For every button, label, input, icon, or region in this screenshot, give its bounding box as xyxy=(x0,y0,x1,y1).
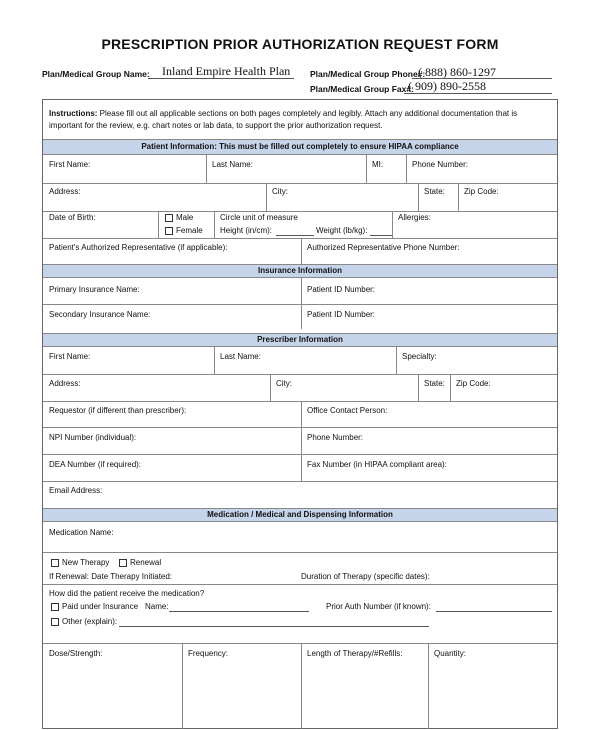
prior-auth-line xyxy=(436,611,552,612)
prescriber-state[interactable]: State: xyxy=(424,379,445,388)
patient-section-band: Patient Information: This must be filled out completely to ensure HIPAA compliance xyxy=(43,139,557,155)
phone-value[interactable]: ( 888) 860-1297 xyxy=(418,65,496,79)
height-line xyxy=(276,235,314,236)
prescriber-zip[interactable]: Zip Code: xyxy=(456,379,491,388)
weight-line xyxy=(370,235,392,236)
renewal-label: Renewal xyxy=(130,558,162,567)
prescriber-phone[interactable]: Phone Number: xyxy=(307,433,364,442)
patient-first-name[interactable]: First Name: xyxy=(49,160,91,169)
insurance-name-field[interactable]: Name: xyxy=(145,602,169,611)
primary-patient-id[interactable]: Patient ID Number: xyxy=(307,285,376,294)
medication-section-band: Medication / Medical and Dispensing Information xyxy=(43,508,557,522)
primary-insurance[interactable]: Primary Insurance Name: xyxy=(49,285,140,294)
fax-line xyxy=(404,93,552,94)
prescriber-specialty[interactable]: Specialty: xyxy=(402,352,437,361)
fax-label: Plan/Medical Group Fax#: xyxy=(310,84,414,94)
authorization-form xyxy=(42,99,558,729)
patient-last-name[interactable]: Last Name: xyxy=(212,160,253,169)
office-contact-field[interactable]: Office Contact Person: xyxy=(307,406,388,415)
patient-zip[interactable]: Zip Code: xyxy=(464,187,499,196)
allergies-field[interactable]: Allergies: xyxy=(398,213,431,222)
instructions xyxy=(49,108,549,132)
female-label: Female xyxy=(176,226,203,235)
group-name-value[interactable]: Inland Empire Health Plan xyxy=(162,64,291,78)
prescriber-last-name[interactable]: Last Name: xyxy=(220,352,261,361)
patient-mi[interactable]: MI: xyxy=(372,160,384,169)
prescriber-first-name[interactable]: First Name: xyxy=(49,352,91,361)
if-renewal-date[interactable]: If Renewal: Date Therapy Initiated: xyxy=(49,572,173,581)
prescriber-fax[interactable]: Fax Number (in HIPAA compliant area): xyxy=(307,460,447,469)
phone-label: Plan/Medical Group Phone#: xyxy=(310,69,426,79)
instructions-lead: Instructions: xyxy=(49,109,98,118)
height-field[interactable]: Height (in/cm): xyxy=(220,226,273,235)
therapy-duration[interactable]: Duration of Therapy (specific dates): xyxy=(301,572,430,581)
new-therapy-checkbox[interactable] xyxy=(51,559,59,567)
npi-field[interactable]: NPI Number (individual): xyxy=(49,433,137,442)
circle-unit-label: Circle unit of measure xyxy=(220,213,298,222)
medication-name[interactable]: Medication Name: xyxy=(49,528,114,537)
patient-phone[interactable]: Phone Number: xyxy=(412,160,469,169)
dose-strength[interactable]: Dose/Strength: xyxy=(49,649,103,658)
male-checkbox[interactable] xyxy=(165,214,173,222)
insurance-name-line xyxy=(169,611,309,612)
patient-city[interactable]: City: xyxy=(272,187,288,196)
email-field[interactable]: Email Address: xyxy=(49,486,103,495)
prior-auth-field[interactable]: Prior Auth Number (if known): xyxy=(326,602,431,611)
other-line xyxy=(119,626,429,627)
requestor-field[interactable]: Requestor (if different than prescriber): xyxy=(49,406,187,415)
renewal-checkbox[interactable] xyxy=(119,559,127,567)
authorized-rep[interactable]: Patient's Authorized Representative (if applicable): xyxy=(49,243,228,252)
authorized-rep-phone[interactable]: Authorized Representative Phone Number: xyxy=(307,243,460,252)
paid-insurance-label: Paid under Insurance xyxy=(62,602,139,611)
form-title: PRESCRIPTION PRIOR AUTHORIZATION REQUEST FORM xyxy=(101,36,499,52)
insurance-section-band: Insurance Information xyxy=(43,264,557,278)
secondary-insurance[interactable]: Secondary Insurance Name: xyxy=(49,310,151,319)
male-label: Male xyxy=(176,213,194,222)
fax-value[interactable]: ( 909) 890-2558 xyxy=(408,79,486,93)
secondary-patient-id[interactable]: Patient ID Number: xyxy=(307,310,376,319)
patient-dob[interactable]: Date of Birth: xyxy=(49,213,96,222)
quantity-field[interactable]: Quantity: xyxy=(434,649,467,658)
other-checkbox[interactable] xyxy=(51,618,59,626)
instructions-text: Please fill out all applicable sections on both pages completely and legibly. Attach any additional documentation that is important for the review, e.g. chart notes or lab data, to support the prior authorization request. xyxy=(49,109,518,130)
patient-address[interactable]: Address: xyxy=(49,187,81,196)
group-name-line xyxy=(148,78,294,79)
frequency-field[interactable]: Frequency: xyxy=(188,649,229,658)
other-label[interactable]: Other (explain): xyxy=(62,617,118,626)
how-received-label: How did the patient receive the medication? xyxy=(49,589,205,598)
weight-field[interactable]: Weight (lb/kg): xyxy=(316,226,368,235)
length-refills[interactable]: Length of Therapy/#Refills: xyxy=(307,649,403,658)
female-checkbox[interactable] xyxy=(165,227,173,235)
paid-insurance-checkbox[interactable] xyxy=(51,603,59,611)
prescriber-address[interactable]: Address: xyxy=(49,379,81,388)
patient-state[interactable]: State: xyxy=(424,187,445,196)
new-therapy-label: New Therapy xyxy=(62,558,110,567)
group-name-label: Plan/Medical Group Name: xyxy=(42,69,150,79)
prescriber-city[interactable]: City: xyxy=(276,379,292,388)
prescriber-section-band: Prescriber Information xyxy=(43,333,557,347)
dea-field[interactable]: DEA Number (if required): xyxy=(49,460,142,469)
